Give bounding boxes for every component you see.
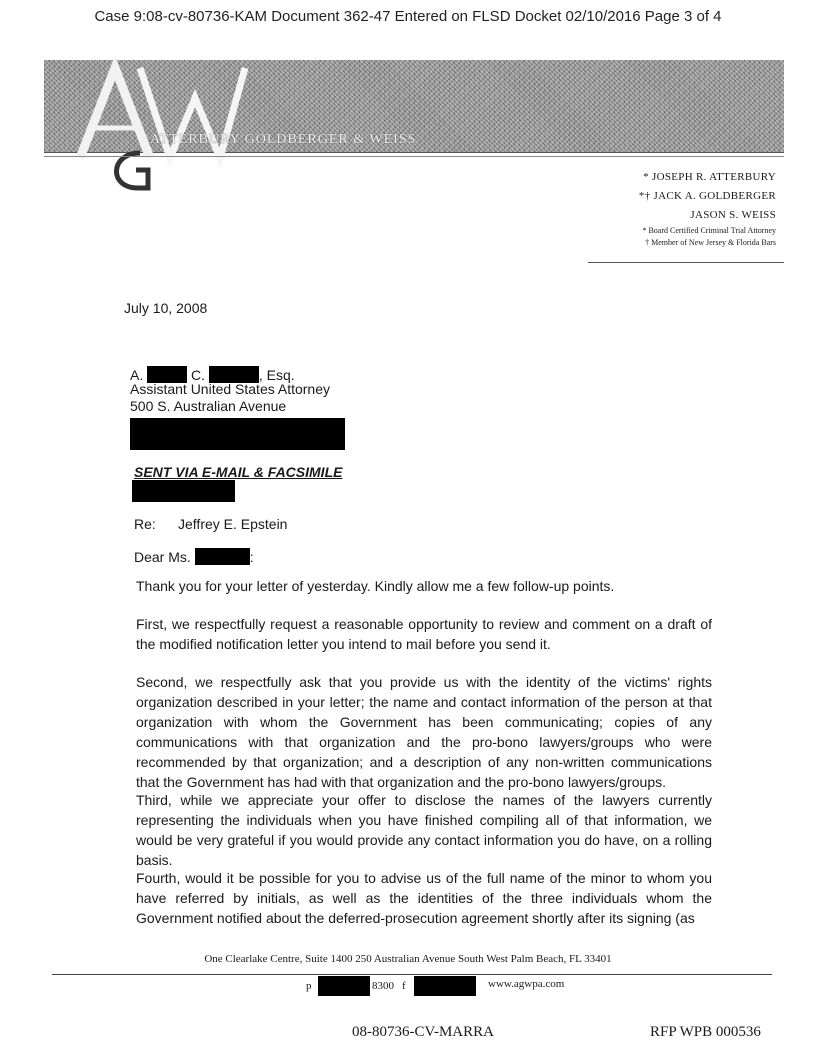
recipient-initial: A. — [130, 367, 144, 383]
partners-rule — [588, 262, 784, 263]
recipient-suffix: , Esq. — [258, 367, 295, 383]
firm-name: ATTERBURY GOLDBERGER & WEISS — [150, 132, 417, 147]
letter-date: July 10, 2008 — [124, 300, 208, 316]
redaction-bar — [132, 480, 235, 502]
body-paragraph: Third, while we appreciate your offer to disclose the names of the lawyers currently representing the individuals when you have finished compiling all of that information, we would be very grateful if you would provide any contact information you do have, on a rolling basis. — [136, 792, 712, 868]
partner-list — [639, 168, 776, 249]
bates-page-number: RFP WPB 000536 — [650, 1024, 761, 1040]
certification-note: † Member of New Jersey & Florida Bars — [645, 238, 776, 247]
salutation-prefix: Dear Ms. — [134, 549, 191, 565]
certification-note: * Board Certified Criminal Trial Attorney — [642, 226, 776, 235]
body-paragraph: Thank you for your letter of yesterday. Kindly allow me a few follow-up points. — [136, 578, 615, 594]
fax-label: f — [402, 980, 406, 992]
redaction-bar — [195, 548, 250, 565]
footer-address: One Clearlake Centre, Suite 1400 250 Australian Avenue South West Palm Beach, FL 33401 — [204, 953, 612, 965]
body-paragraph: First, we respectfully request a reasonable opportunity to review and comment on a draft of the modified notification letter you intend to mail before you send it. — [136, 616, 712, 652]
phone-suffix: 8300 — [372, 980, 394, 992]
letterhead-rule — [44, 156, 784, 157]
partner-name: * JOSEPH R. ATTERBURY — [643, 171, 776, 183]
website: www.agwpa.com — [488, 978, 565, 990]
re-subject: Jeffrey E. Epstein — [178, 516, 288, 532]
salutation — [134, 547, 254, 567]
docket-header: Case 9:08-cv-80736-KAM Document 362-47 Entered on FLSD Docket 02/10/2016 Page 3 of 4 — [94, 8, 722, 25]
body-paragraph: Fourth, would it be possible for you to advise us of the full name of the minor to whom you have referred by initials, as well as the identities of the three individuals whom the Government notified about the deferred-prosecution agreement shortly after its signing (as — [136, 870, 712, 926]
re-line — [134, 514, 287, 534]
re-label: Re: — [134, 516, 156, 532]
firm-logo — [70, 58, 250, 193]
phone-label: p — [306, 980, 312, 992]
body-paragraph: Second, we respectfully ask that you provide us with the identity of the victims' rights organization described in your letter; the name and contact information of the person at that organization with whom the Government has been communicating; copies of any communications with that organization and the pro-bono lawyers/groups who were recommended by that organization; and a description of any non-written communications that the Government has had with that organization and the pro-bono lawyers/groups. — [136, 674, 712, 790]
redaction-bar — [130, 418, 345, 450]
salutation-suffix: : — [249, 549, 254, 565]
partner-name: *† JACK A. GOLDBERGER — [638, 190, 776, 202]
redaction-bar — [318, 976, 370, 996]
footer-rule — [52, 974, 772, 975]
delivery-method: SENT VIA E-MAIL & FACSIMILE — [134, 464, 343, 480]
recipient-title: Assistant United States Attorney — [130, 381, 330, 397]
recipient-initial: C. — [191, 367, 206, 383]
redaction-bar — [414, 976, 476, 996]
partner-name: JASON S. WEISS — [690, 209, 776, 221]
recipient-street: 500 S. Australian Avenue — [130, 398, 287, 414]
bates-case-number: 08-80736-CV-MARRA — [352, 1024, 494, 1040]
